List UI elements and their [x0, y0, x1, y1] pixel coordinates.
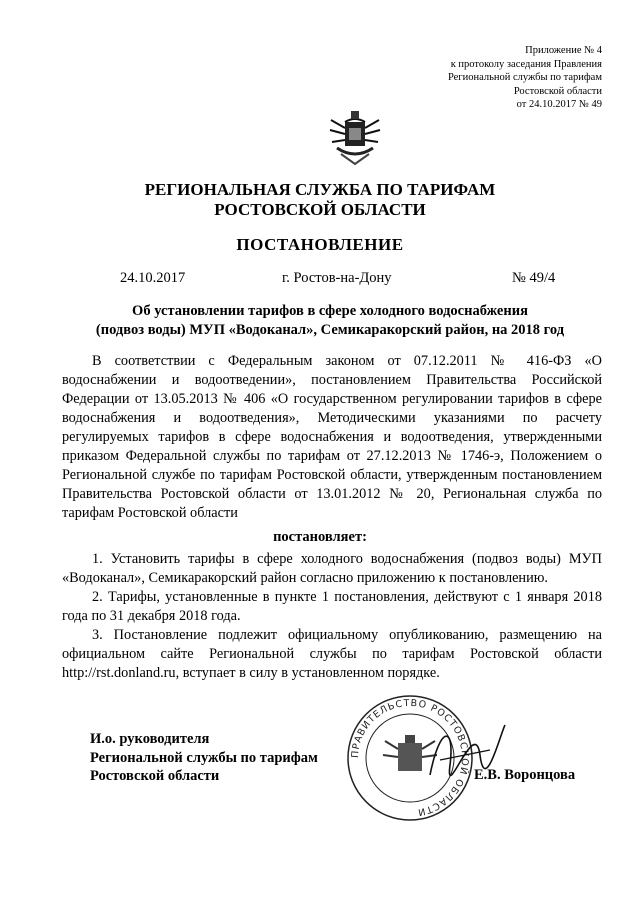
decree-item: 3. Постановление подлежит официальному опубликованию, размещению на официальном сайте Региональной службы по тарифам Ростовской области http://rst.donland.ru, вступает в силу в установленном порядке. [62, 627, 602, 681]
decree-item: 1. Установить тарифы в сфере холодного водоснабжения (подвоз воды) МУП «Водоканал», Семикаракорский район согласно приложению к постановлению. [62, 551, 602, 586]
preamble-paragraph: В соответствии с Федеральным законом от 07.12.2011 № 416-ФЗ «О водоснабжении и водоотведении», постановлением Правительства Российской Федерации от 13.05.2013 № 406 «О государственном регулировании тарифов в сфере водоснабжения и водоотведения», Методическими указаниями по расчету регулируемых тарифов в сфере водоснабжения и водоотведения, утвержденными приказом Федеральной службы по тарифам от 27.12.2013 № 1746-э, Положением о Региональной службе по тарифам Ростовской области, утвержденным постановлением Правительства Ростовской области от 13.01.2012 № 20, Региональная служба по тарифам Ростовской области [62, 353, 602, 521]
seal-text: ПРАВИТЕЛЬСТВО РОСТОВСКОЙ ОБЛАСТИ [349, 697, 471, 818]
decree-item: 2. Тарифы, установленные в пункте 1 постановления, действуют с 1 января 2018 года по 31 декабря 2018 года. [62, 589, 602, 624]
document-date: 24.10.2017 [120, 270, 186, 286]
organization-name: РЕГИОНАЛЬНАЯ СЛУЖБА ПО ТАРИФАМ РОСТОВСКОЙ ОБЛАСТИ [144, 180, 496, 219]
coat-of-arms-icon [327, 108, 383, 168]
document-type: ПОСТАНОВЛЕНИЕ [236, 235, 404, 254]
document-subject: Об установлении тарифов в сфере холодного водоснабжения (подвоз воды) МУП «Водоканал», Семикаракорский район, на 2018 год [95, 303, 565, 338]
appendix-note [372, 44, 602, 112]
appendix-line: Ростовской области [513, 85, 602, 97]
decree-word: постановляет: [273, 529, 367, 545]
document-number: № 49/4 [512, 270, 556, 286]
decree-items [62, 550, 602, 683]
appendix-line: Региональной службы по тарифам [447, 72, 602, 83]
appendix-line: Приложение № 4 [525, 45, 602, 56]
document-city: г. Ростов-на-Дону [282, 270, 392, 286]
signatory-position: И.о. руководителя Региональной службы по тарифам Ростовской области [90, 731, 318, 784]
appendix-line: к протоколу заседания Правления [450, 58, 602, 70]
signatory-name: Е.В. Воронцова [474, 767, 576, 783]
appendix-line: от 24.10.2017 № 49 [516, 99, 602, 110]
